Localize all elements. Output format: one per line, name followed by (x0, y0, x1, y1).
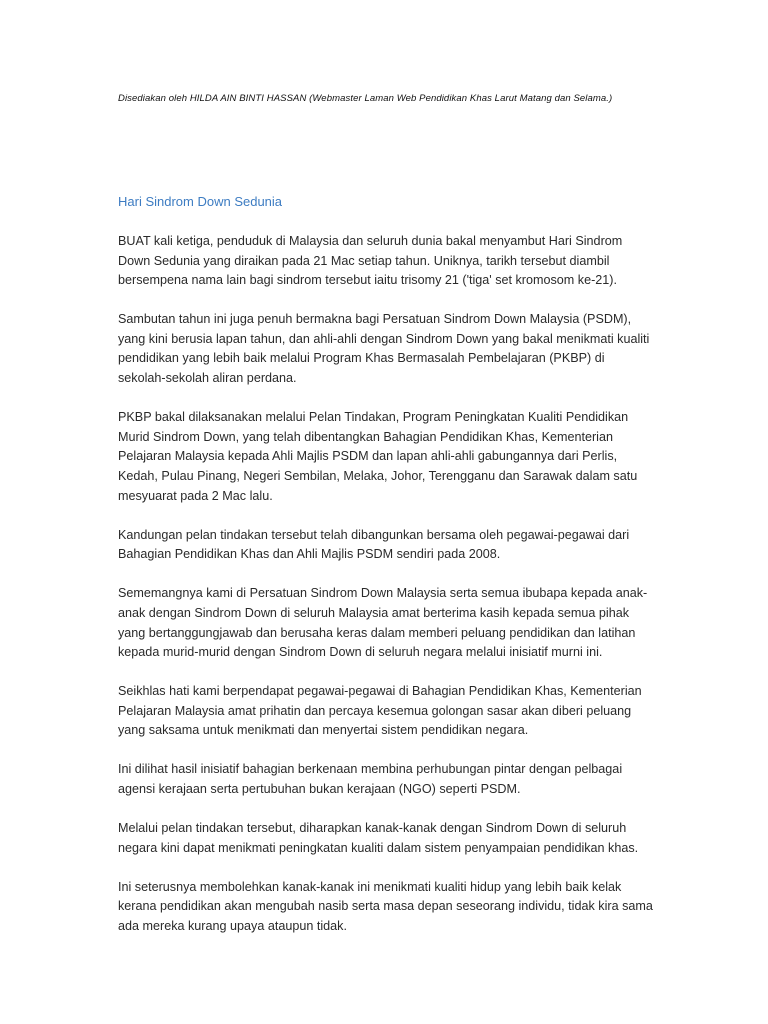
paragraph-4: Kandungan pelan tindakan tersebut telah dibangunkan bersama oleh pegawai-pegawai dari Bahagian Pendidikan Khas dan Ahli Majlis PSDM sendiri pada 2008. (118, 527, 630, 562)
article-body (118, 232, 654, 956)
paragraph-9: Ini seterusnya membolehkan kanak-kanak ini menikmati kualiti hidup yang lebih baik kelak kerana pendidikan akan mengubah nasib serta masa depan seseorang individu, tidak kira sama ada mereka kurang upaya ataupun tidak. (118, 879, 653, 934)
paragraph-6: Seikhlas hati kami berpendapat pegawai-pegawai di Bahagian Pendidikan Khas, Kementerian Pelajaran Malaysia amat prihatin dan percaya kesemua golongan sasar akan diberi peluang yang saksama untuk menikmati dan menyertai sistem pendidikan negara. (118, 684, 642, 738)
author-credit: Disediakan oleh HILDA AIN BINTI HASSAN (Webmaster Laman Web Pendidikan Khas Larut Matang dan Selama.) (118, 93, 613, 104)
paragraph-1: BUAT kali ketiga, penduduk di Malaysia dan seluruh dunia bakal menyambut Hari Sindrom Down Sedunia yang diraikan pada 21 Mac setiap tahun. Uniknya, tarikh tersebut diambil bersempena nama lain bagi sindrom tersebut iaitu trisomy 21 ('tiga' set kromosom ke-21). (118, 234, 623, 288)
paragraph-8: Melalui pelan tindakan tersebut, diharapkan kanak-kanak dengan Sindrom Down di seluruh negara kini dapat menikmati peningkatan kualiti dalam sistem penyampaian pendidikan khas. (118, 821, 639, 855)
paragraph-5: Sememangnya kami di Persatuan Sindrom Down Malaysia serta semua ibubapa kepada anak-anak dengan Sindrom Down di seluruh Malaysia amat berterima kasih kepada semua pihak yang bertanggungjawab dan berusaha keras dalam memberi peluang pendidikan dan latihan kepada murid-murid dengan Sindrom Down di seluruh negara melalui inisiatif murni ini. (118, 586, 648, 660)
paragraph-3: PKBP bakal dilaksanakan melalui Pelan Tindakan, Program Peningkatan Kualiti Pendidikan Murid Sindrom Down, yang telah dibentangkan Bahagian Pendidikan Khas, Kementerian Pelajaran Malaysia kepada Ahli Majlis PSDM dan lapan ahli-ahli gabungannya dari Perlis, Kedah, Pulau Pinang, Negeri Sembilan, Melaka, Johor, Terengganu dan Sarawak dalam satu mesyuarat pada 2 Mac lalu. (118, 410, 638, 503)
paragraph-2: Sambutan tahun ini juga penuh bermakna bagi Persatuan Sindrom Down Malaysia (PSDM), yang kini berusia lapan tahun, dan ahli-ahli dengan Sindrom Down yang bakal menikmati kualiti pendidikan yang lebih baik melalui Program Khas Bermasalah Pembelajaran (PKBP) di sekolah-sekolah aliran perdana. (118, 312, 650, 386)
paragraph-7: Ini dilihat hasil inisiatif bahagian berkenaan membina perhubungan pintar dengan pelbagai agensi kerajaan serta pertubuhan bukan kerajaan (NGO) seperti PSDM. (118, 762, 623, 797)
article-title: Hari Sindrom Down Sedunia (118, 194, 283, 209)
